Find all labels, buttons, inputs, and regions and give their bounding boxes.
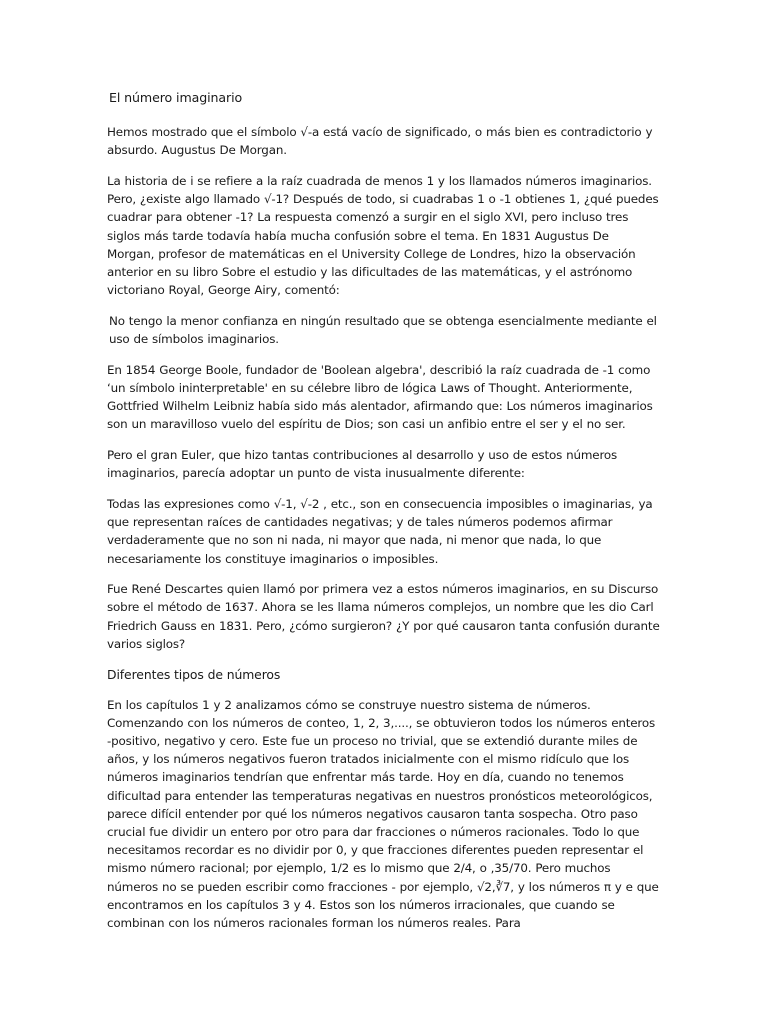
section-heading: Diferentes tipos de números (107, 666, 281, 682)
document-title: El número imaginario (109, 90, 243, 105)
paragraph-number-types: En los capítulos 1 y 2 analizamos cómo se construye nuestro sistema de números. Comenzando con los números de conteo, 1, 2, 3,...., se obtuvieron todos los números enteros -positivo, negativo y cero. Este fue un proceso no trivial, que se extendió durante miles de años, y los números negativos fueron tratados inicialmente con el mismo ridículo que los números imaginarios tendrían que enfrentar más tarde. Hoy en día, cuando no tenemos dificultad para entender las temperaturas negativas en nuestros pronósticos meteorológicos, parece difícil entender por qué los números negativos causaron tanta sospecha. Otro paso crucial fue dividir un entero por otro para dar fracciones o números racionales. Todo lo que necesitamos recordar es no dividir por 0, y que fracciones diferentes pueden representar el mismo número racional; por ejemplo, 1/2 es lo mismo que 2/4, o ,35/70. Pero muchos números no se pueden escribir como fracciones - por ejemplo, √2,∛7, y los números π y e que encontramos en los capítulos 3 y 4. Estos son los números irracionales, que cuando se combinan con los números racionales forman los números reales. Para (107, 697, 659, 931)
paragraph-euler-intro: Pero el gran Euler, que hizo tantas contribuciones al desarrollo y uso de estos números imaginarios, parecía adoptar un punto de vista inusualmente diferente: (107, 448, 618, 481)
paragraph-demorgan-quote: Hemos mostrado que el símbolo √-a está vacío de significado, o más bien es contradictorio y absurdo. Augustus De Morgan. (107, 125, 653, 158)
paragraph-history-of-i: La historia de i se refiere a la raíz cuadrada de menos 1 y los llamados números imaginarios. Pero, ¿existe algo llamado √-1? Después de todo, si cuadrabas 1 o -1 obtienes 1, ¿qué puedes cuadrar para obtener -1? La respuesta comenzó a surgir en el siglo XVI, pero incluso tres siglos más tarde todavía había mucha confusión sobre el tema. En 1831 Augustus De Morgan, profesor de matemáticas en el University College de Londres, hizo la observación anterior en su libro Sobre el estudio y las dificultades de las matemáticas, y el astrónomo victoriano Royal, George Airy, comentó: (107, 173, 659, 298)
paragraph-boole-leibniz: En 1854 George Boole, fundador de 'Boolean algebra', describió la raíz cuadrada de -1 como ‘un símbolo ininterpretable' en su célebre libro de lógica Laws of Thought. Anteriormente, Gottfried Wilhelm Leibniz había sido más alentador, afirmando que: Los números imaginarios son un maravilloso vuelo del espíritu de Dios; son casi un anfibio entre el ser y el no ser. (107, 362, 653, 432)
paragraph-airy-quote: No tengo la menor confianza en ningún resultado que se obtenga esencialmente mediante el uso de símbolos imaginarios. (109, 313, 657, 347)
document-body (107, 89, 660, 945)
paragraph-euler-quote: Todas las expresiones como √-1, √-2 , etc., son en consecuencia imposibles o imaginarias, ya que representan raíces de cantidades negativas; y de tales números podemos afirmar verdaderamente que no son ni nada, ni mayor que nada, ni menor que nada, lo que necesariamente los constituye imaginarios o imposibles. (107, 496, 653, 566)
paragraph-descartes-gauss: Fue René Descartes quien llamó por primera vez a estos números imaginarios, en su Discurso sobre el método de 1637. Ahora se les llama números complejos, un nombre que les dio Carl Friedrich Gauss en 1831. Pero, ¿cómo surgieron? ¿Y por qué causaron tanta confusión durante varios siglos? (107, 582, 660, 651)
